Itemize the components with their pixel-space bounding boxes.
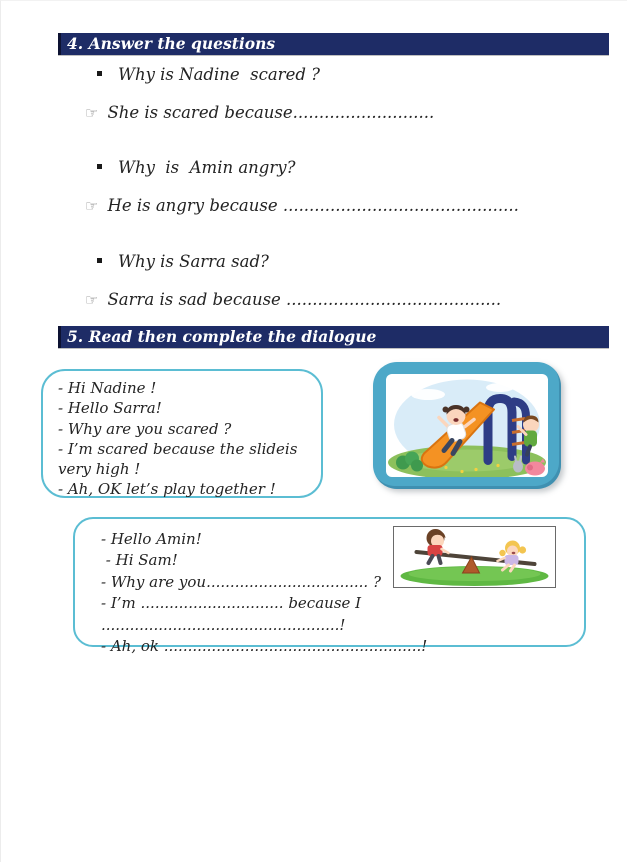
question-line [97,252,269,271]
answer-text: Sarra is sad because ......................................... [107,290,502,309]
section5-header [58,326,609,348]
dialogue-line: - Hi Sam! [101,551,178,570]
question-line [97,65,320,84]
square-bullet-icon [97,164,102,169]
dialogue-line: - Why are you scared ? [58,419,232,438]
question-line [97,158,295,177]
section4-title: 4. Answer the questions [67,34,276,53]
dialogue-line: - Hi Nadine ! [58,379,157,397]
question-text: Why is Amin angry? [118,158,296,177]
answer-text: He is angry because ............................................. [107,196,519,215]
pointing-hand-icon: ☞ [85,291,99,309]
kids-on-seesaw-image [394,527,555,587]
dialogue-box-2 [73,517,586,656]
section5-title: 5. Read then complete the dialogue [67,327,377,346]
square-bullet-icon [97,258,102,263]
dialogue-line: - Ah, ok ......................................................! [101,637,428,656]
answer-line [85,103,434,122]
square-bullet-icon [97,71,102,76]
tablet-frame [373,362,561,489]
answer-line [85,196,519,215]
dialogue-box-1 [41,369,323,498]
answer-line [85,290,501,309]
kids-on-slide-image [386,374,548,477]
dialogue-line: - Why are you.................................. ? [101,572,382,591]
answer-text: She is scared because........................... [107,103,435,122]
dialogue-line: - Hello Sarra! [58,399,162,418]
dialogue-line: - Ah, OK let’s play together ! [58,480,276,499]
question-text: Why is Sarra sad? [118,252,269,271]
dialogue-line: - I’m .............................. because I ..................................................! [101,594,366,634]
pointing-hand-icon: ☞ [85,197,99,215]
slide-illustration [386,374,548,477]
dialogue-line: very high ! [58,460,141,479]
seesaw-illustration [393,526,556,588]
question-text: Why is Nadine scared ? [118,65,320,84]
dialogue-line: - Hello Amin! [101,530,202,548]
section4-header [58,33,609,55]
pointing-hand-icon: ☞ [85,104,99,122]
dialogue-line: - I’m scared because the slideis [58,439,298,458]
